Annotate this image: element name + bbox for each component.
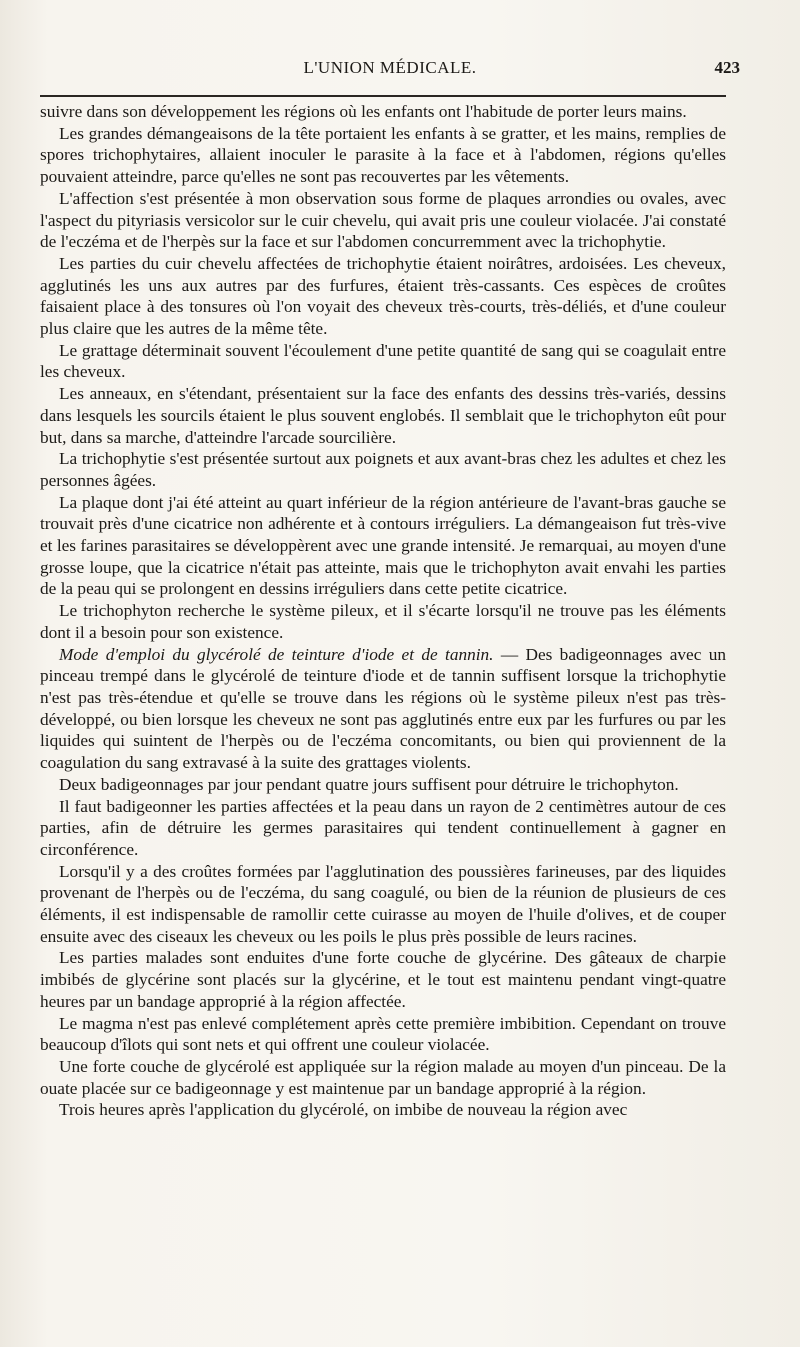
paragraph: Le trichophyton recherche le système pileux, et il s'écarte lorsqu'il ne trouve pas les éléments dont il a besoin pour son existence.: [40, 601, 726, 642]
paragraph: Lorsqu'il y a des croûtes formées par l'agglutination des poussières farineuses, par des liquides provenant de l'herpès ou de l'eczéma, du sang coagulé, ou bien de la réunion de plusieurs de ces éléments, il est indispensable de ramollir cette cuirasse au moyen de l'huile d'olives, et de couper ensuite avec des ciseaux les cheveux ou les poils le plus près possible de leurs racines.: [40, 861, 726, 946]
paragraph: La trichophytie s'est présentée surtout aux poignets et aux avant-bras chez les adultes et chez les personnes âgées.: [40, 449, 726, 490]
paragraph: Le grattage déterminait souvent l'écoulement d'une petite quantité de sang qui se coagulait entre les cheveux.: [40, 340, 726, 382]
paragraph: Trois heures après l'application du glycérolé, on imbibe de nouveau la région avec: [59, 1100, 628, 1120]
paragraph: suivre dans son développement les régions où les enfants ont l'habitude de porter leurs mains.: [40, 102, 687, 121]
paragraph: Les parties malades sont enduites d'une forte couche de glycérine. Des gâteaux de charpie imbibés de glycérine sont placés sur la glycérine, et le tout est maintenu pendant vingt-quatre heures par un bandage approprié à la région affectée.: [40, 948, 726, 1011]
page-number: 423: [714, 58, 740, 77]
section-lead: Mode d'emploi du glycérolé de teinture d'iode et de tannin.: [59, 644, 494, 664]
paragraph: Deux badigeonnages par jour pendant quatre jours suffisent pour détruire le trichophyton.: [59, 774, 679, 794]
paragraph: Les anneaux, en s'étendant, présentaient sur la face des enfants des dessins très-variés, dessins dans lesquels les sourcils étaient le plus souvent englobés. Il semblait que le trichophyton eût pour but, dans sa marche, d'atteindre l'arcade sourcilière.: [40, 384, 726, 447]
body-text: [40, 101, 726, 1121]
paragraph: Les grandes démangeaisons de la tête portaient les enfants à se gratter, et les mains, remplies de spores trichophytaires, allaient inoculer le parasite à la face et à l'abdomen, régions qu'elles pouvaient atteindre, parce qu'elles ne sont pas recouvertes par les vêtements.: [40, 123, 726, 187]
paragraph: Il faut badigeonner les parties affectées et la peau dans un rayon de 2 centimètres autour de ces parties, afin de détruire les germes parasitaires qui tendent continuellement à gagner en circonférence.: [40, 796, 726, 859]
paragraph: Une forte couche de glycérolé est appliquée sur la région malade au moyen d'un pinceau. De la ouate placée sur ce badigeonnage y est maintenue par un bandage approprié à la région.: [40, 1056, 726, 1098]
journal-title: L'UNION MÉDICALE.: [303, 58, 477, 77]
paragraph: Mode d'emploi du glycérolé de teinture d'iode et de tannin. — Des badigeonnages avec un pinceau trempé dans le glycérolé de teinture d'iode et de tannin suffisent lorsque la trichophytie n'est pas très-étendue et qu'elle se trouve dans les régions où le système pileux n'est pas très-développé, ou bien lorsque les cheveux ne sont pas agglutinés entre eux par les furfures ou par les liquides qui suintent de l'herpès ou de l'eczéma concomitants, ou bien qui proviennent de la coagulation du sang extravasé à la suite des grattages violents.: [40, 644, 726, 773]
paragraph: Le magma n'est pas enlevé complétement après cette première imbibition. Cependant on trouve beaucoup d'îlots qui sont nets et qui offrent une couleur violacée.: [40, 1013, 726, 1055]
running-header: [40, 58, 740, 86]
paragraph: Les parties du cuir chevelu affectées de trichophytie étaient noirâtres, ardoisées. Les cheveux, agglutinés les uns aux autres par des furfures, étaient très-cassants. Ces espèces de croûtes faisaient place à des tonsures où l'on voyait des cheveux très-courts, très-déliés, et d'une couleur plus claire que les autres de la même tête.: [40, 253, 726, 339]
paragraph: L'affection s'est présentée à mon observation sous forme de plaques arrondies ou ovales, avec l'aspect du pityriasis versicolor sur le cuir chevelu, qui avait pris une couleur violacée. J'ai constaté de l'eczéma et de l'herpès sur la face et sur l'abdomen concurremment avec la trichophytie.: [40, 188, 726, 252]
paragraph: La plaque dont j'ai été atteint au quart inférieur de la région antérieure de l'avant-bras gauche se trouvait près d'une cicatrice non adhérente et à contours irréguliers. La démangeaison fut très-vive et les farines parasitaires se développèrent avec une grande intensité. Je remarquai, au moyen d'une grosse loupe, que la cicatrice n'était pas atteinte, mais que le trichophyton avait envahi les parties de la peau qui se prolongent en dessins irréguliers dans cette petite cicatrice.: [40, 492, 726, 599]
header-rule: [40, 95, 726, 97]
